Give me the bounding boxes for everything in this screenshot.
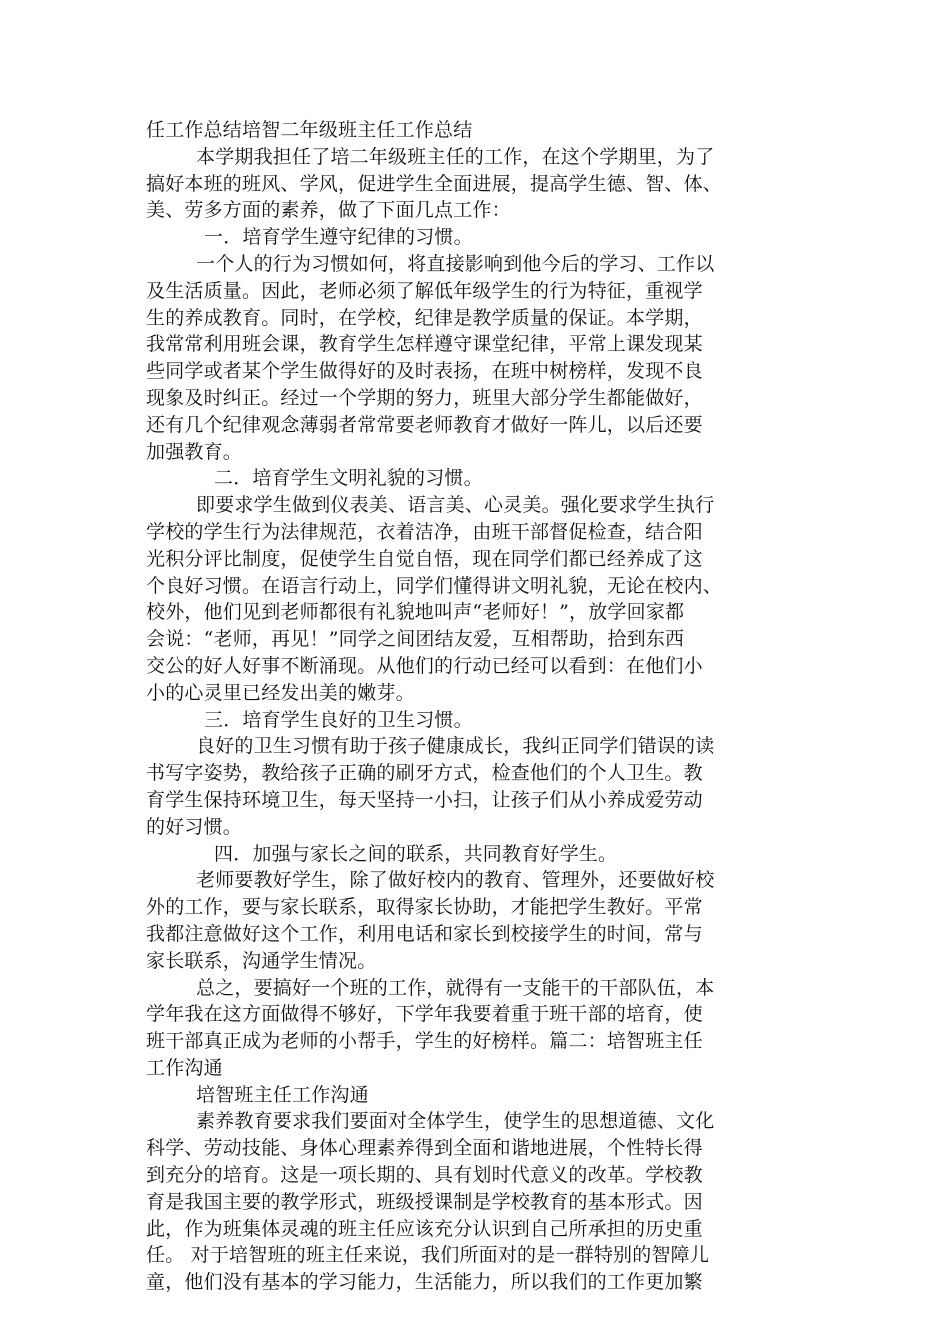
text-line: 此，作为班集体灵魂的班主任应该充分认识到自己所承担的历史重	[146, 1217, 703, 1240]
text-line: 任工作总结培智二年级班主任工作总结	[146, 119, 473, 141]
text-line: 加强教育。	[146, 440, 243, 463]
text-line: 书写字姿势，教给孩子正确的刷牙方式，检查他们的个人卫生。教	[146, 762, 703, 785]
text-line: 学年我在这方面做得不够好，下学年我要着重于班干部的培育，使	[146, 1003, 703, 1026]
text-line: 童，他们没有基本的学习能力，生活能力，所以我们的工作更加繁	[146, 1271, 703, 1294]
text-line: 会说：“老师，再见！”同学之间团结友爱，互相帮助，拾到东西	[146, 628, 685, 651]
text-line: 小的心灵里已经发出美的嫩芽。	[146, 681, 415, 704]
text-line: 二．培育学生文明礼貌的习惯。	[214, 467, 483, 490]
text-line: 校外，他们见到老师都很有礼貌地叫声“老师好！”，放学回家都	[146, 601, 685, 624]
text-line: 四．加强与家长之间的联系，共同教育好学生。	[214, 842, 618, 865]
text-line: 培智班主任工作沟通	[196, 1083, 369, 1106]
text-line: 本学期我担任了培二年级班主任的工作，在这个学期里，为了	[196, 145, 715, 168]
text-line: 及生活质量。因此，老师必须了解低年级学生的行为特征，重视学	[146, 279, 703, 302]
text-line: 素养教育要求我们要面对全体学生，使学生的思想道德、文化	[196, 1110, 715, 1133]
text-line: 光积分评比制度，促使学生自觉自悟，现在同学们都已经养成了这	[146, 547, 703, 570]
text-line: 一个人的行为习惯如何，将直接影响到他今后的学习、工作以	[196, 252, 715, 275]
text-line: 现象及时纠正。经过一个学期的努力，班里大部分学生都能做好，	[146, 386, 703, 409]
text-line: 班干部真正成为老师的小帮手，学生的好榜样。篇二：培智班主任	[146, 1030, 703, 1053]
text-line: 搞好本班的班风、学风，促进学生全面进展，提高学生德、智、体、	[146, 172, 723, 195]
document-body	[146, 117, 810, 1296]
text-line: 我都注意做好这个工作，利用电话和家长到校接学生的时间，常与	[146, 922, 703, 945]
text-line: 些同学或者某个学生做得好的及时表扬，在班中树榜样，发现不良	[146, 360, 703, 383]
text-line: 家长联系，沟通学生情况。	[146, 949, 377, 972]
text-line: 总之，要搞好一个班的工作，就得有一支能干的干部队伍，本	[196, 976, 715, 999]
text-line: 科学、劳动技能、身体心理素养得到全面和谐地进展，个性特长得	[146, 1137, 703, 1160]
text-line: 交公的好人好事不断涌现。从他们的行动已经可以看到：在他们小	[146, 654, 703, 677]
text-line: 任。 对于培智班的班主任来说，我们所面对的是一群特别的智障儿	[146, 1244, 710, 1267]
text-line: 育学生保持环境卫生，每天坚持一小扫，让孩子们从小养成爱劳动	[146, 788, 703, 811]
text-line: 学校的学生行为法律规范，衣着洁净，由班干部督促检查，结合阳	[146, 520, 703, 543]
text-line: 的好习惯。	[146, 815, 243, 838]
text-line: 生的养成教育。同时，在学校，纪律是教学质量的保证。本学期，	[146, 306, 703, 329]
text-line: 美、劳多方面的素养，做了下面几点工作：	[146, 199, 511, 222]
text-line: 良好的卫生习惯有助于孩子健康成长，我纠正同学们错误的读	[196, 735, 715, 758]
text-line: 一．培育学生遵守纪律的习惯。	[204, 226, 473, 249]
text-line: 我常常利用班会课，教育学生怎样遵守课堂纪律，平常上课发现某	[146, 333, 703, 356]
text-line: 个良好习惯。在语言行动上，同学们懂得讲文明礼貌，无论在校内、	[146, 574, 723, 597]
text-line: 还有几个纪律观念薄弱者常常要老师教育才做好一阵儿，以后还要	[146, 413, 703, 436]
text-line: 育是我国主要的教学形式，班级授课制是学校教育的基本形式。因	[146, 1190, 703, 1213]
text-line: 到充分的培育。这是一项长期的、具有划时代意义的改革。学校教	[146, 1164, 703, 1187]
text-line: 工作沟通	[146, 1056, 223, 1079]
text-line: 老师要教好学生，除了做好校内的教育、管理外，还要做好校	[196, 869, 715, 892]
text-line: 即要求学生做到仪表美、语言美、心灵美。强化要求学生执行	[196, 494, 715, 517]
text-line: 三．培育学生良好的卫生习惯。	[204, 708, 473, 731]
text-line: 外的工作，要与家长联系，取得家长协助，才能把学生教好。平常	[146, 896, 703, 919]
